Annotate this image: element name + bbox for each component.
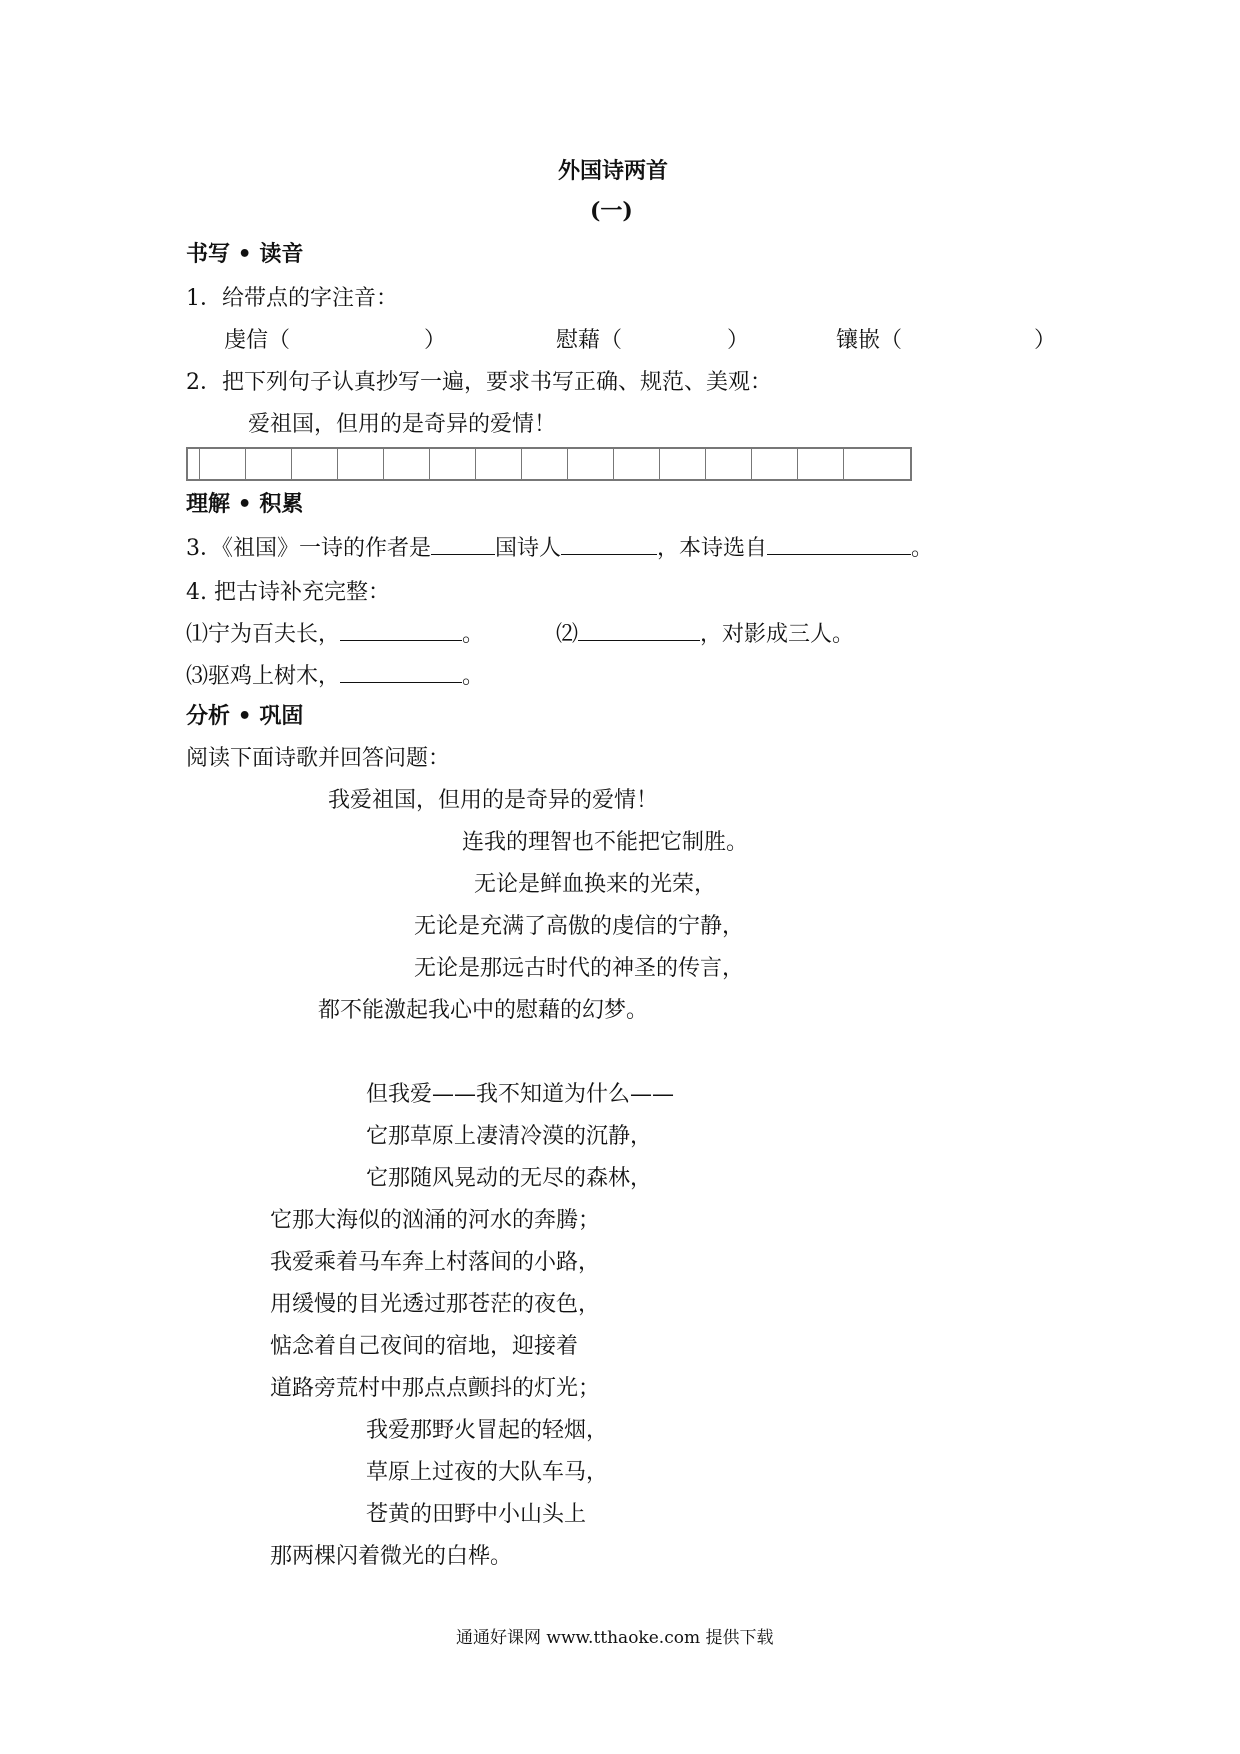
q3-part-2: 国诗人 [495,536,562,561]
q3-part-1: 3．《祖国》一诗的作者是 [186,536,431,561]
q1-close-2: ） [727,328,750,353]
poem-line: 我爱那野火冒起的轻烟， [366,1418,609,1443]
grid-cell[interactable] [200,449,246,479]
q4-item-1-end: 。 [462,622,485,647]
section-heading-writing: 书写 • 读音 [186,242,304,267]
grid-cell[interactable] [844,449,890,479]
poem-line: 都不能激起我心中的慰藉的幻梦。 [318,998,649,1023]
q4-item-2-end: ，对影成三人。 [700,622,855,647]
grid-cell[interactable] [660,449,706,479]
q1-word-3: 镶嵌（ [836,328,903,353]
poem-line: 无论是那远古时代的神圣的传言， [414,956,745,981]
copy-sentence: 爱祖国，但用的是奇异的爱情！ [248,412,557,437]
q4-blank-3[interactable] [340,664,462,683]
grid-cell[interactable] [384,449,430,479]
grid-cell[interactable] [798,449,844,479]
poem-line: 惦念着自己夜间的宿地，迎接着 [270,1334,579,1359]
q1-word-2: 慰藉（ [556,328,623,353]
section-heading-understanding: 理解 • 积累 [186,492,304,517]
poem-line: 草原上过夜的大队车马， [366,1460,609,1485]
question-1-prompt: 1．给带点的字注音： [186,286,398,311]
q4-item-1 [186,622,484,648]
question-3 [186,536,933,562]
grid-cell[interactable] [476,449,522,479]
grid-cell[interactable] [188,449,200,479]
q4-item-2-text: ⑵ [556,622,579,647]
poem-line: 它那草原上凄清冷漠的沉静， [366,1124,653,1149]
q1-close-1: ） [424,328,447,353]
q3-blank-poet[interactable] [561,536,657,555]
q4-item-1-text: ⑴宁为百夫长， [186,622,341,647]
reading-prompt: 阅读下面诗歌并回答问题： [186,746,451,771]
grid-cell[interactable] [752,449,798,479]
q4-blank-1[interactable] [340,622,462,641]
footer-credit: 通通好课网 www.tthaoke.com 提供下载 [456,1628,774,1648]
poem-line: 我爱乘着马车奔上村落间的小路， [270,1250,601,1275]
q3-blank-source[interactable] [767,536,911,555]
poem-line: 无论是鲜血换来的光荣， [474,872,717,897]
grid-cell[interactable] [246,449,292,479]
q3-part-3: ，本诗选自 [657,536,768,561]
page-title: 外国诗两首 [558,158,669,184]
page-subtitle: (一) [590,198,633,224]
q4-item-3-text: ⑶驱鸡上树木， [186,664,341,689]
question-4-prompt: 4. 把古诗补充完整： [186,580,390,605]
grid-cell[interactable] [338,449,384,479]
poem-line: 它那大海似的汹涌的河水的奔腾； [270,1208,601,1233]
section-heading-analysis: 分析 • 巩固 [186,704,304,729]
poem-line: 连我的理智也不能把它制胜。 [462,830,749,855]
poem-line: 道路旁荒村中那点点颤抖的灯光； [270,1376,601,1401]
poem-line: 那两棵闪着微光的白桦。 [270,1544,513,1569]
q3-blank-country[interactable] [431,536,495,555]
poem-line: 苍黄的田野中小山头上 [366,1502,587,1527]
grid-cell[interactable] [292,449,338,479]
q4-blank-2[interactable] [578,622,700,641]
poem-line: 我爱祖国，但用的是奇异的爱情！ [328,788,659,813]
q4-item-3 [186,664,484,690]
grid-cell[interactable] [522,449,568,479]
q4-item-2 [556,622,854,648]
q1-close-3: ） [1034,328,1057,353]
q4-item-3-end: 。 [462,664,485,689]
q3-part-4: 。 [911,536,934,561]
poem-line: 用缓慢的目光透过那苍茫的夜色， [270,1292,601,1317]
question-2-prompt: 2．把下列句子认真抄写一遍，要求书写正确、规范、美观： [186,370,772,395]
writing-grid[interactable] [186,447,912,481]
grid-cell[interactable] [706,449,752,479]
grid-cell[interactable] [568,449,614,479]
poem-line: 但我爱——我不知道为什么—— [366,1082,675,1107]
poem-line: 无论是充满了高傲的虔信的宁静， [414,914,745,939]
q1-word-1: 虔信（ [224,328,291,353]
poem-line: 它那随风晃动的无尽的森林， [366,1166,653,1191]
grid-cell[interactable] [430,449,476,479]
grid-cell[interactable] [614,449,660,479]
